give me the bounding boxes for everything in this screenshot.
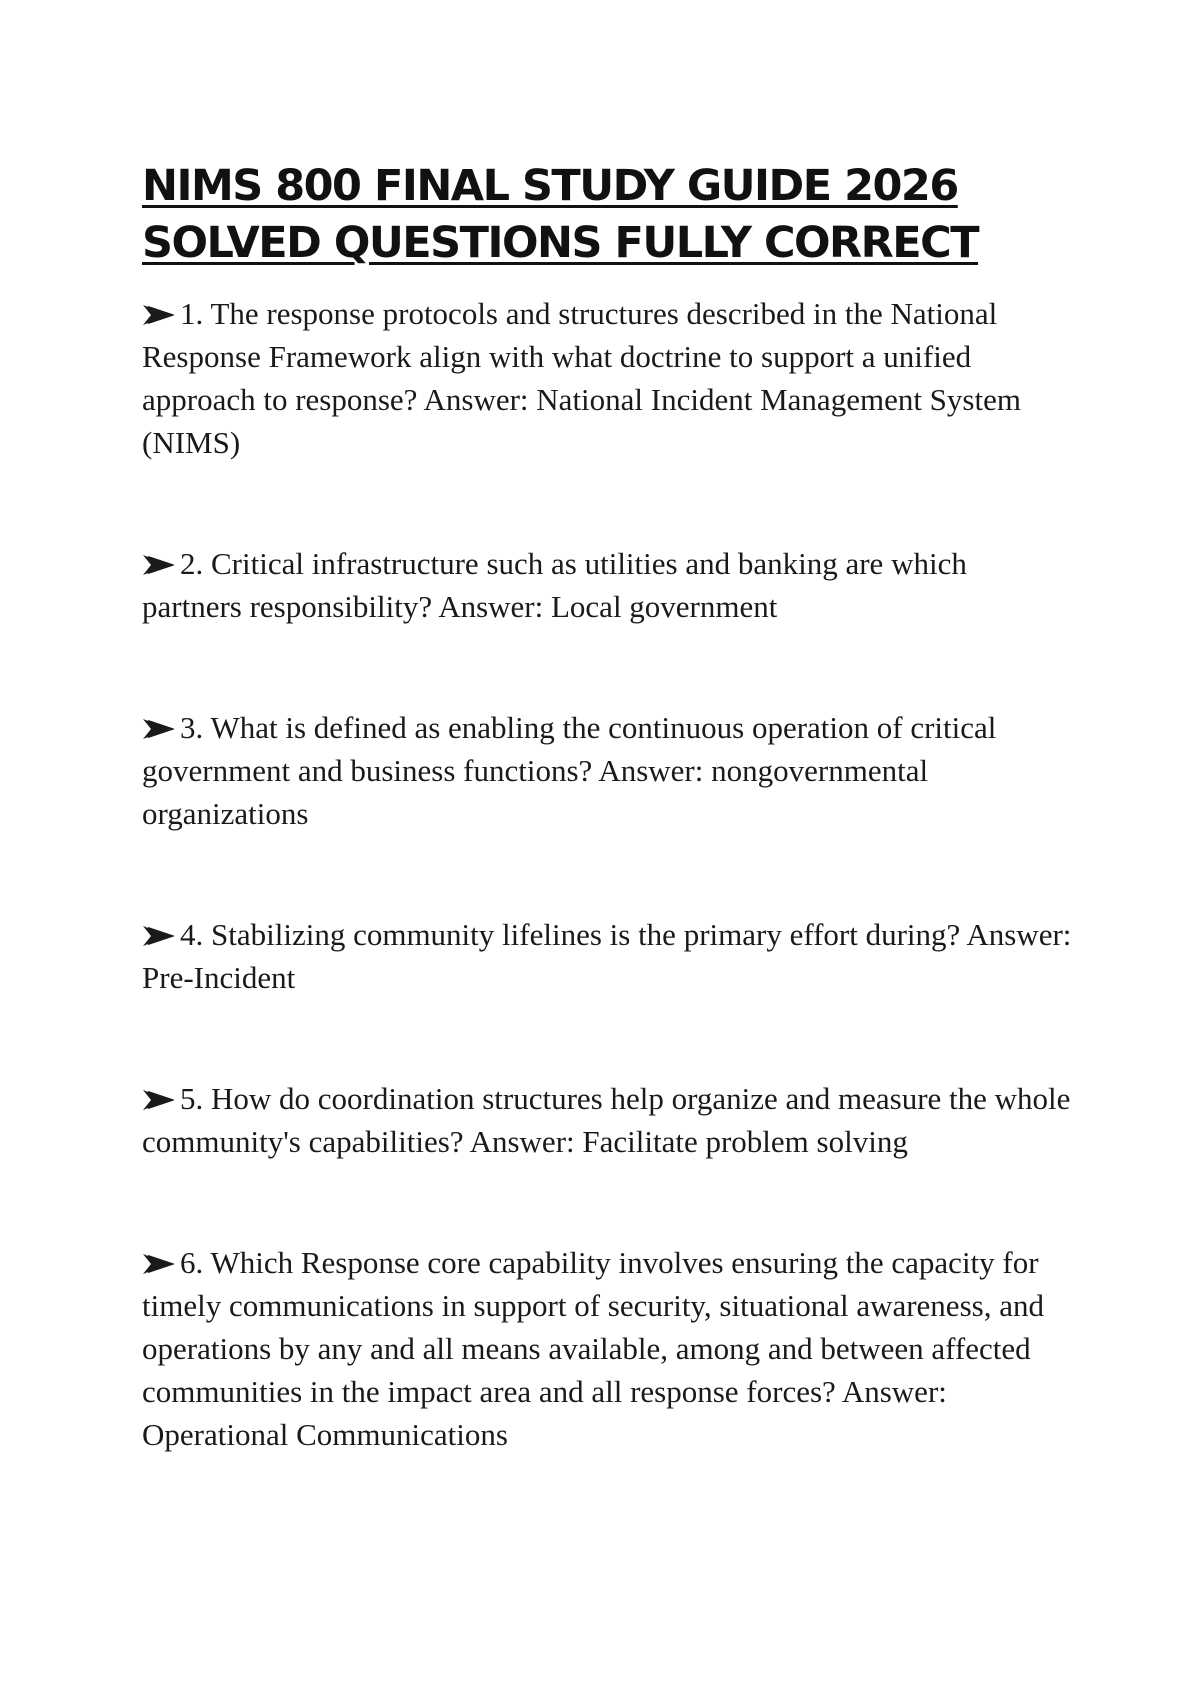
answer-text: Facilitate problem solving xyxy=(582,1124,908,1159)
title-line-2: SOLVED QUESTIONS FULLY CORRECT xyxy=(142,218,979,268)
answer-label: Answer: xyxy=(598,753,704,788)
question-text: How do coordination structures help organize and measure the whole community's capabilities? xyxy=(142,1081,1071,1159)
answer-text: National Incident Management System (NIMS) xyxy=(142,382,1021,460)
arrowhead-bullet-icon xyxy=(142,925,174,947)
arrowhead-bullet-icon xyxy=(142,554,174,576)
question-text: Stabilizing community lifelines is the primary effort during? xyxy=(211,917,961,952)
question-item-3 xyxy=(142,706,1072,835)
question-number: 5. xyxy=(180,1081,204,1116)
answer-label: Answer: xyxy=(841,1374,947,1409)
question-item-6 xyxy=(142,1241,1072,1456)
answer-label: Answer: xyxy=(438,589,544,624)
question-text: Critical infrastructure such as utilities and banking are which partners responsibility? xyxy=(142,546,967,624)
answer-text: Local government xyxy=(550,589,778,624)
answer-label: Answer: xyxy=(469,1124,575,1159)
document-title xyxy=(142,158,1072,272)
answer-label: Answer: xyxy=(423,382,529,417)
answer-text: Pre-Incident xyxy=(142,960,296,995)
question-item-5 xyxy=(142,1077,1072,1163)
answer-text: nongovernmental organizations xyxy=(142,753,929,831)
question-list xyxy=(142,292,1072,1456)
question-text: Which Response core capability involves ensuring the capacity for timely communications in support of security, situational awareness, and operations by any and all means available, among and between affected communities in the impact area and all response forces? xyxy=(142,1245,1044,1409)
question-item-2 xyxy=(142,542,1072,628)
question-number: 3. xyxy=(180,710,204,745)
answer-text: Operational Communications xyxy=(142,1417,508,1452)
question-number: 1. xyxy=(180,296,204,331)
arrowhead-bullet-icon xyxy=(142,1089,174,1111)
answer-label: Answer: xyxy=(966,917,1072,952)
arrowhead-bullet-icon xyxy=(142,718,174,740)
arrowhead-bullet-icon xyxy=(142,1253,174,1275)
arrowhead-bullet-icon xyxy=(142,304,174,326)
question-item-4 xyxy=(142,913,1072,999)
document-page xyxy=(142,158,1072,1456)
question-number: 2. xyxy=(180,546,204,581)
question-number: 4. xyxy=(180,917,204,952)
question-number: 6. xyxy=(180,1245,204,1280)
title-line-1: NIMS 800 FINAL STUDY GUIDE 2026 xyxy=(142,161,958,211)
question-text: What is defined as enabling the continuous operation of critical government and business functions? xyxy=(142,710,997,788)
question-item-1 xyxy=(142,292,1072,464)
question-text: The response protocols and structures described in the National Response Framework align with what doctrine to support a unified approach to response? xyxy=(142,296,998,417)
